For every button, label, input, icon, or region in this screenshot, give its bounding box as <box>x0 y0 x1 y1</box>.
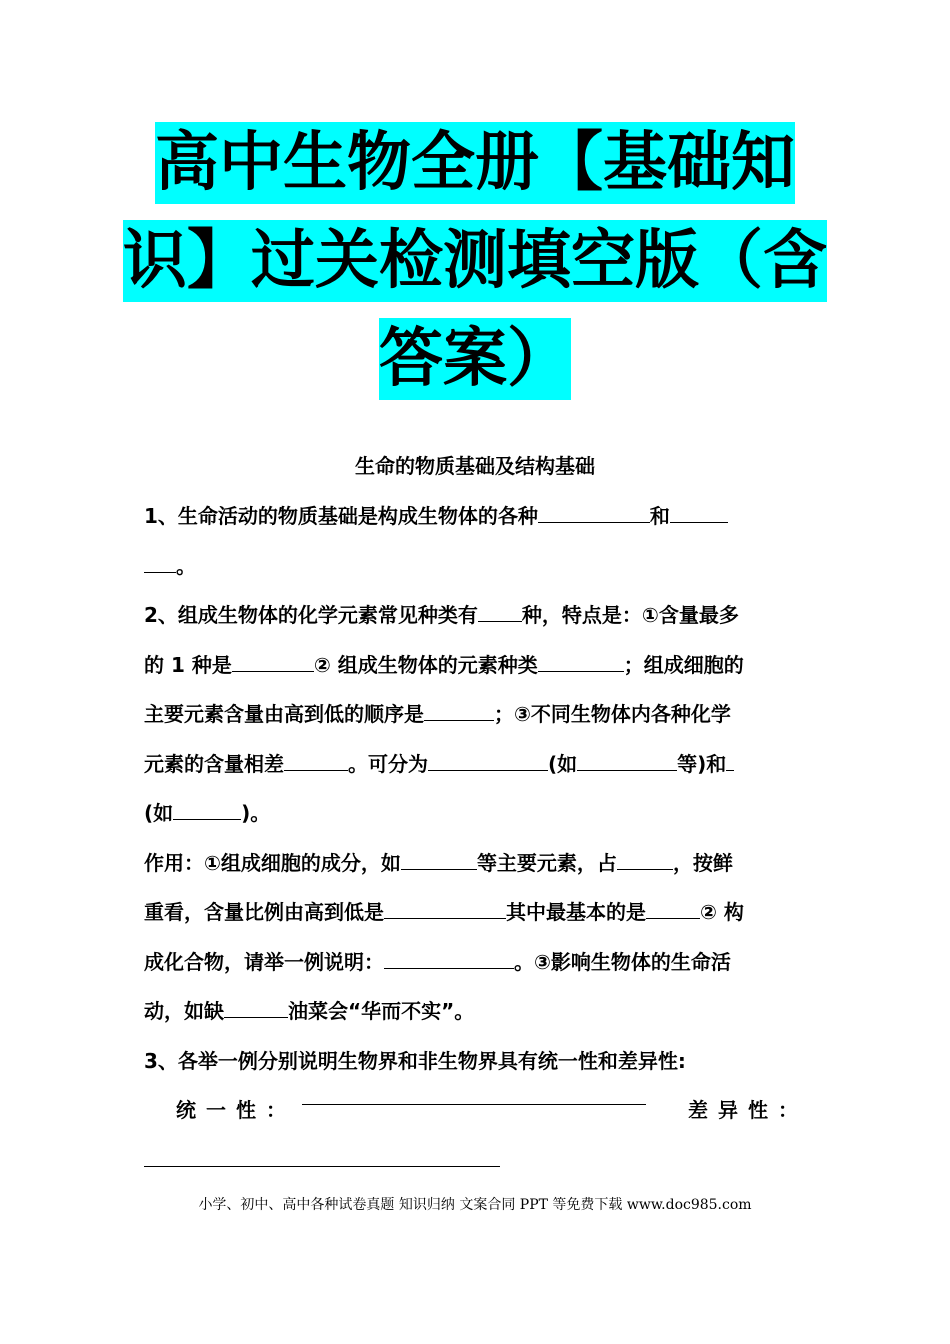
document-title <box>0 122 950 416</box>
title-line-2: 识】过关检测填空版（含 <box>123 220 827 302</box>
q2-text-k: 等)和 <box>677 751 727 776</box>
blank-field[interactable] <box>284 752 348 771</box>
usage-text-d: 重看，含量比例由高到低是 <box>144 900 384 924</box>
q1-text-c: 。 <box>176 553 196 578</box>
title-line-3: 答案） <box>379 318 571 400</box>
q2-text-a: 2、组成生物体的化学元素常见种类有 <box>144 603 478 627</box>
q2-text-m: )。 <box>241 801 271 825</box>
blank-field[interactable] <box>173 801 241 820</box>
blank-field[interactable] <box>577 752 677 771</box>
q3-unity-label: 统一性： <box>176 1098 296 1122</box>
q2-text-b: 种，特点是：①含量最多 <box>521 603 739 627</box>
blank-field[interactable] <box>538 653 624 672</box>
question-3: 3、各举一例分别说明生物界和非生物界具有统一性和差异性: <box>144 1048 686 1073</box>
question-body <box>144 492 808 1136</box>
blank-field[interactable] <box>302 1086 646 1105</box>
blank-field[interactable] <box>384 900 506 919</box>
page-footer: 小学、初中、高中各种试卷真题 知识归纳 文案合同 PPT 等免费下载 www.doc985.com <box>198 1197 752 1213</box>
blank-field[interactable] <box>646 900 700 919</box>
usage-text-j: 油菜会“华而不实”。 <box>288 999 475 1023</box>
usage-text-f: ② 构 <box>700 900 744 924</box>
usage-paragraph <box>144 839 808 889</box>
blank-field[interactable] <box>538 504 650 523</box>
usage-text-i: 动，如缺 <box>144 999 224 1023</box>
usage-text-c: ，按鲜 <box>672 850 733 875</box>
usage-text-e: 其中最基本的是 <box>506 900 646 924</box>
usage-text-h: 。③影响生物体的生命活 <box>514 949 731 974</box>
answer-line[interactable] <box>144 1166 500 1167</box>
blank-field[interactable] <box>401 851 477 870</box>
title-line-1: 高中生物全册【基础知 <box>155 122 795 204</box>
q1-text-a: 1、生命活动的物质基础是构成生物体的各种 <box>144 504 538 528</box>
usage-text-a: 作用：①组成细胞的成分，如 <box>144 850 401 875</box>
q1-text-b: 和 <box>649 504 670 528</box>
q3-difference-label: 差异性： <box>688 1098 808 1122</box>
blank-field[interactable] <box>478 603 522 622</box>
usage-text-b: 等主要元素，占 <box>476 850 617 875</box>
q2-text-h: 元素的含量相差 <box>144 751 284 776</box>
blank-field[interactable] <box>670 504 728 523</box>
q2-text-e: ；组成细胞的 <box>623 652 744 677</box>
q2-text-c: 的 1 种是 <box>144 652 232 677</box>
usage-text-g: 成化合物，请举一例说明： <box>144 949 384 974</box>
blank-field[interactable] <box>617 851 673 870</box>
q2-text-j: (如 <box>548 751 578 776</box>
q2-text-l: (如 <box>144 801 174 825</box>
blank-field[interactable] <box>424 702 494 721</box>
q2-text-d: ② 组成生物体的元素种类 <box>313 652 538 677</box>
question-1 <box>144 492 808 542</box>
blank-field[interactable] <box>232 653 314 672</box>
blank-field[interactable] <box>384 950 514 969</box>
q2-text-f: 主要元素含量由高到低的顺序是 <box>144 702 424 726</box>
blank-field[interactable] <box>726 752 734 771</box>
q2-text-g: ；③不同生物体内各种化学 <box>494 702 731 726</box>
blank-field[interactable] <box>224 999 288 1018</box>
blank-field[interactable] <box>428 752 548 771</box>
blank-field[interactable] <box>144 554 176 573</box>
q2-text-i: 。可分为 <box>348 751 428 776</box>
question-2 <box>144 591 808 641</box>
section-subtitle: 生命的物质基础及结构基础 <box>355 454 595 478</box>
